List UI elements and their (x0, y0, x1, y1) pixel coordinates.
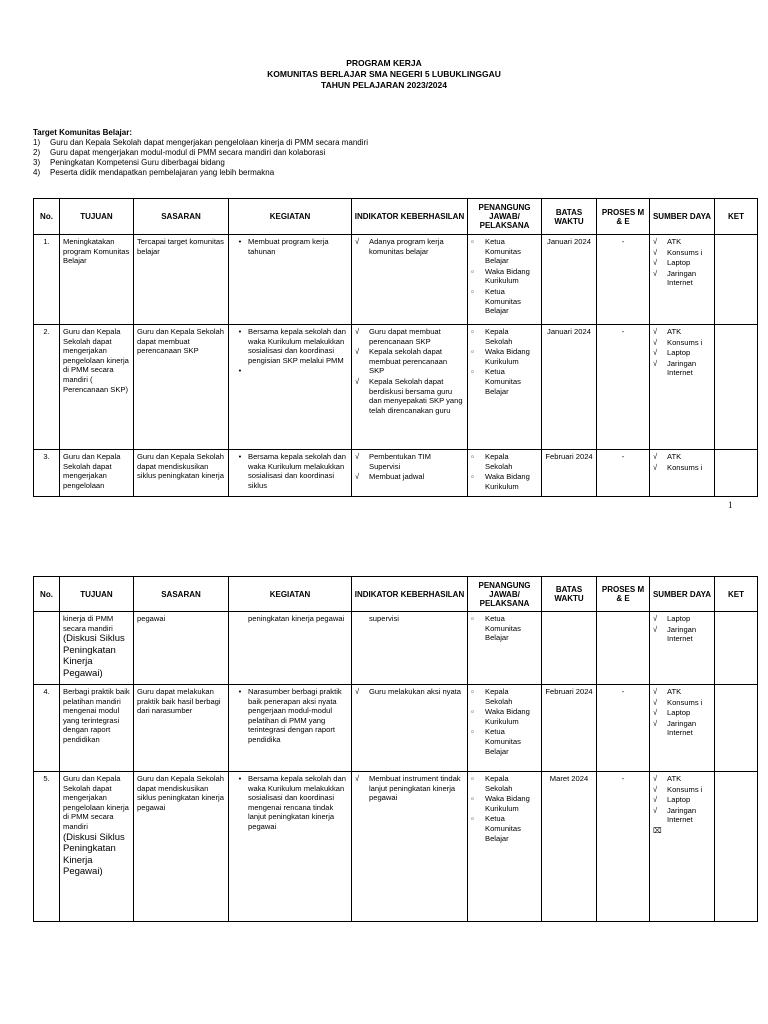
cell-kegiatan (229, 685, 352, 772)
list-item: ▫ Ketua Komunitas Belajar (471, 614, 521, 643)
check-icon: √ (653, 462, 658, 472)
header-sumber-daya: SUMBER DAYA (650, 199, 715, 235)
cell-penanggung-jawab (468, 235, 542, 325)
cell-batas-waktu: Januari 2024 (542, 235, 597, 325)
header-sasaran: SASARAN (134, 577, 229, 612)
bullet-icon: • (238, 687, 242, 696)
bullet-icon: • (238, 774, 242, 783)
check-icon: √ (355, 472, 360, 482)
document-header (0, 58, 768, 91)
cell-penanggung-jawab (468, 685, 542, 772)
list-item: ▫ Ketua Komunitas Belajar (471, 286, 521, 316)
cell-proses: - (597, 450, 650, 497)
list-item: √ ATK (653, 452, 682, 461)
list-item: ▫ Kepala Sekolah (471, 687, 513, 706)
cell-penanggung-jawab (468, 772, 542, 922)
header-tujuan: TUJUAN (60, 577, 134, 612)
cell-indikator (352, 450, 468, 497)
header-no: No. (34, 577, 60, 612)
list-item: √ Jaringan Internet (653, 805, 697, 825)
cell-sasaran: Guru dapat melakukan praktik baik hasil berbagi dari narasumber (134, 685, 229, 772)
table-row (34, 772, 758, 922)
check-icon: √ (653, 258, 658, 268)
header-tujuan: TUJUAN (60, 199, 134, 235)
check-icon: √ (653, 337, 658, 347)
header-kegiatan: KEGIATAN (229, 199, 352, 235)
cell-tujuan: kinerja di PMM secara mandiri (Diskusi Siklus Peningkatan Kinerja Pegawai) (60, 612, 134, 685)
program-table-page-1 (33, 198, 758, 497)
cell-kegiatan (229, 772, 352, 922)
list-item: √ ATK (653, 774, 682, 783)
list-item: √ Adanya program kerja komunitas belajar (355, 237, 444, 256)
box-bullet-icon: ▫ (471, 367, 474, 377)
list-item: √ Jaringan Internet (653, 718, 697, 738)
check-icon: √ (653, 718, 658, 728)
list-item: • Bersama kepala sekolah dan waka Kurikulum melakukkan sosialisasi dan koordinasi pengisian SKP melalui PMM (232, 327, 348, 365)
cell-batas-waktu: Januari 2024 (542, 325, 597, 450)
list-item (232, 366, 348, 376)
bullet-icon: • (238, 237, 242, 246)
check-icon: √ (355, 237, 360, 246)
cell-no: 4. (34, 685, 60, 772)
doc-title-line-2: KOMUNITAS BERLAJAR SMA NEGERI 5 LUBUKLINGGAU (267, 69, 501, 79)
header-penanggung-jawab: PENANGUNG JAWAB/ PELAKSANA (468, 199, 542, 235)
page-number: 1 (728, 500, 733, 510)
check-icon: √ (355, 687, 360, 696)
checkbox-mark-icon: ⌧ (653, 825, 662, 835)
check-icon: √ (653, 774, 658, 783)
cell-indikator (352, 325, 468, 450)
cell-sumber-daya (650, 235, 715, 325)
cell-kegiatan (229, 235, 352, 325)
cell-proses: - (597, 235, 650, 325)
list-item: ▫ Waka Bidang Kurikulum (471, 347, 530, 366)
header-penanggung-jawab: PENANGUNG JAWAB/ PELAKSANA (468, 577, 542, 612)
table-row (34, 685, 758, 772)
cell-proses: - (597, 685, 650, 772)
list-item: ▫ Ketua Komunitas Belajar (471, 367, 521, 396)
list-item: ▫ Waka Bidang Kurikulum (471, 472, 530, 491)
list-item: ▫ Waka Bidang Kurikulum (471, 266, 530, 286)
table-row (34, 325, 758, 450)
check-icon: √ (653, 452, 658, 461)
bullet-icon: • (238, 366, 242, 376)
list-item: √ Konsums i (653, 462, 703, 472)
program-table-page-2 (33, 576, 758, 922)
doc-title-line-3: TAHUN PELAJARAN 2023/2024 (321, 80, 447, 90)
cell-proses: - (597, 325, 650, 450)
list-item: ▫ Waka Bidang Kurikulum (471, 794, 530, 813)
cell-penanggung-jawab (468, 612, 542, 685)
header-ket: KET (715, 577, 758, 612)
list-item: √ Laptop (653, 708, 691, 718)
bullet-icon: • (238, 327, 242, 336)
header-no: No. (34, 199, 60, 235)
check-icon: √ (355, 347, 360, 357)
list-item: √ Jaringan Internet (653, 358, 697, 378)
box-bullet-icon: ▫ (471, 237, 474, 246)
cell-tujuan: Guru dan Kepala Sekolah dapat mengerjakan pengelolaan kinerja di PMM secara mandiri (Diskusi Siklus Peningkatan Kinerja Pegawai) (60, 772, 134, 922)
cell-sumber-daya (650, 325, 715, 450)
list-item: √ ATK (653, 237, 682, 246)
list-item: √ Kepala Sekolah dapat berdiskusi bersama guru dan menyepakati SKP yang telah direncanakan guru (355, 376, 463, 415)
box-bullet-icon: ▫ (471, 707, 474, 717)
box-bullet-icon: ▫ (471, 286, 474, 296)
cell-ket (715, 325, 758, 450)
cell-no: 2. (34, 325, 60, 450)
cell-tujuan: Meningkatakan program Komunitas Belajar (60, 235, 134, 325)
table-row (34, 450, 758, 497)
header-ket: KET (715, 199, 758, 235)
cell-indikator (352, 235, 468, 325)
box-bullet-icon: ▫ (471, 794, 474, 804)
cell-tujuan: Guru dan Kepala Sekolah dapat mengerjakan pengelolaan (60, 450, 134, 497)
cell-kegiatan (229, 450, 352, 497)
cell-no: 1. (34, 235, 60, 325)
header-proses: PROSES M & E (597, 577, 650, 612)
list-item: √ Jaringan Internet (653, 624, 697, 644)
check-icon: √ (653, 805, 658, 815)
cell-ket (715, 772, 758, 922)
list-item: • Bersama kepala sekolah dan waka Kurikulum melakukkan sosialisasi dan koordinasi mengenai rencana tindak lanjut peningkatan kinerja pegawai (232, 774, 348, 832)
box-bullet-icon: ▫ (471, 687, 474, 696)
cell-penanggung-jawab (468, 325, 542, 450)
cell-batas-waktu: Maret 2024 (542, 772, 597, 922)
cell-batas-waktu (542, 612, 597, 685)
table-row (34, 235, 758, 325)
cell-ket (715, 685, 758, 772)
cell-batas-waktu: Februari 2024 (542, 450, 597, 497)
targets-title: Target Komunitas Belajar: (33, 128, 132, 137)
check-icon: √ (653, 327, 658, 336)
cell-ket (715, 612, 758, 685)
list-item: ▫ Ketua Komunitas Belajar (471, 237, 521, 266)
list-item: √ Laptop (653, 258, 691, 268)
header-batas-waktu: BATAS WAKTU (542, 577, 597, 612)
box-bullet-icon: ▫ (471, 327, 474, 336)
box-bullet-icon: ▫ (471, 452, 474, 461)
list-item: √ Jaringan Internet (653, 268, 697, 288)
check-icon: √ (653, 247, 658, 257)
list-item: √ Laptop (653, 348, 691, 358)
cell-proses (597, 612, 650, 685)
cell-ket (715, 235, 758, 325)
check-icon: √ (653, 708, 658, 718)
check-icon: √ (355, 774, 360, 783)
list-item: ▫ Ketua Komunitas Belajar (471, 814, 521, 843)
list-item: √ Kepala sekolah dapat membuat perencanaan SKP (355, 347, 448, 376)
cell-batas-waktu: Februari 2024 (542, 685, 597, 772)
cell-sumber-daya (650, 450, 715, 497)
list-item: • Membuat program kerja tahunan (232, 237, 348, 256)
cell-indikator: supervisi (352, 612, 468, 685)
cell-sasaran: Tercapai target komunitas belajar (134, 235, 229, 325)
list-item: ▫ Kepala Sekolah (471, 452, 513, 471)
list-item: • Bersama kepala sekolah dan waka Kurikulum melakukkan sosialisasi dan koordinasi siklus (232, 452, 348, 490)
check-icon: √ (355, 452, 360, 461)
cell-no: 3. (34, 450, 60, 497)
cell-no (34, 612, 60, 685)
list-item: √ Pembentukan TIM Supervisi (355, 452, 431, 471)
cell-sumber-daya (650, 612, 715, 685)
cell-sumber-daya (650, 772, 715, 922)
list-item: √ Konsums i (653, 697, 703, 707)
box-bullet-icon: ▫ (471, 266, 474, 276)
check-icon: √ (653, 784, 658, 794)
cell-sasaran: Guru dan Kepala Sekolah dapat mendiskusikan siklus peningkatan kinerja pegawai (134, 772, 229, 922)
check-icon: √ (355, 327, 360, 336)
list-item: √ ATK (653, 687, 682, 696)
header-sumber-daya: SUMBER DAYA (650, 577, 715, 612)
list-item: √ Guru melakukan aksi nyata (355, 687, 462, 696)
cell-penanggung-jawab (468, 450, 542, 497)
check-icon: √ (653, 697, 658, 707)
box-bullet-icon: ▫ (471, 614, 474, 623)
cell-no: 5. (34, 772, 60, 922)
check-icon: √ (355, 376, 360, 386)
check-icon: √ (653, 358, 658, 368)
list-item: √ Konsums i (653, 247, 703, 257)
list-item: √ Membuat instrument tindak lanjut peningkatan kinerja pegawai (355, 774, 461, 803)
check-icon: √ (653, 624, 658, 634)
box-bullet-icon: ▫ (471, 347, 474, 357)
target-item: 4) Peserta didik mendapatkan pembelajaran yang lebih bermakna (33, 168, 275, 177)
check-icon: √ (653, 687, 658, 696)
cell-kegiatan: peningkatan kinerja pegawai (229, 612, 352, 685)
check-icon: √ (653, 614, 658, 623)
header-indikator: INDIKATOR KEBERHASILAN (352, 199, 468, 235)
list-item: √ Guru dapat membuat perencanaan SKP (355, 327, 441, 346)
cell-sasaran: Guru dan Kepala Sekolah dapat membuat perencanaan SKP (134, 325, 229, 450)
list-item: √ Konsums i (653, 337, 703, 347)
check-icon: √ (653, 795, 658, 805)
table-header-row (34, 577, 758, 612)
cell-proses: - (597, 772, 650, 922)
list-item: √ Membuat jadwal (355, 472, 425, 482)
list-item: ▫ Waka Bidang Kurikulum (471, 707, 530, 726)
table-header-row (34, 199, 758, 235)
targets-section (33, 128, 368, 178)
list-item: √ Laptop (653, 614, 691, 623)
list-item: ▫ Ketua Komunitas Belajar (471, 727, 521, 756)
header-indikator: INDIKATOR KEBERHASILAN (352, 577, 468, 612)
cell-ket (715, 450, 758, 497)
cell-tujuan: Guru dan Kepala Sekolah dapat mengerjakan pengelolaan kinerja di PMM secara mandiri ( Perencanaan SKP) (60, 325, 134, 450)
list-item: √ ATK (653, 327, 682, 336)
check-icon: √ (653, 348, 658, 358)
box-bullet-icon: ▫ (471, 472, 474, 482)
table-row (34, 612, 758, 685)
cell-sasaran: Guru dan Kepala Sekolah dapat mendiskusikan siklus peningkatan kinerja (134, 450, 229, 497)
target-item: 3) Peningkatan Kompetensi Guru diberbagai bidang (33, 158, 225, 167)
list-item: • Narasumber berbagi praktik baik penerapan aksi nyata pengerjaan modul-modul pelatihan di PMM yang terintegrasi dengan raport pendidika (232, 687, 348, 745)
list-item: ▫ Kepala Sekolah (471, 327, 513, 346)
cell-sasaran: pegawai (134, 612, 229, 685)
bullet-icon: • (238, 452, 242, 461)
list-item: √ Laptop (653, 795, 691, 805)
header-kegiatan: KEGIATAN (229, 577, 352, 612)
header-batas-waktu: BATAS WAKTU (542, 199, 597, 235)
doc-title-line-1: PROGRAM KERJA (346, 58, 422, 68)
target-item: 1) Guru dan Kepala Sekolah dapat mengerjakan pengelolaan kinerja di PMM secara mandiri (33, 138, 368, 147)
box-bullet-icon: ▫ (471, 727, 474, 737)
box-bullet-icon: ▫ (471, 814, 474, 824)
cell-tujuan: Berbagi praktik baik pelatihan mandiri mengenai modul yang terintegrasi dengan raport pendidikan (60, 685, 134, 772)
box-bullet-icon: ▫ (471, 774, 474, 783)
header-proses: PROSES M & E (597, 199, 650, 235)
cell-kegiatan (229, 325, 352, 450)
header-sasaran: SASARAN (134, 199, 229, 235)
check-icon: √ (653, 237, 658, 246)
cell-indikator (352, 772, 468, 922)
list-item: ▫ Kepala Sekolah (471, 774, 513, 793)
target-item: 2) Guru dapat mengerjakan modul-modul di PMM secara mandiri dan kolaborasi (33, 148, 326, 157)
cell-indikator (352, 685, 468, 772)
cell-sumber-daya (650, 685, 715, 772)
list-item: √ Konsums i (653, 784, 703, 794)
check-icon: √ (653, 268, 658, 278)
